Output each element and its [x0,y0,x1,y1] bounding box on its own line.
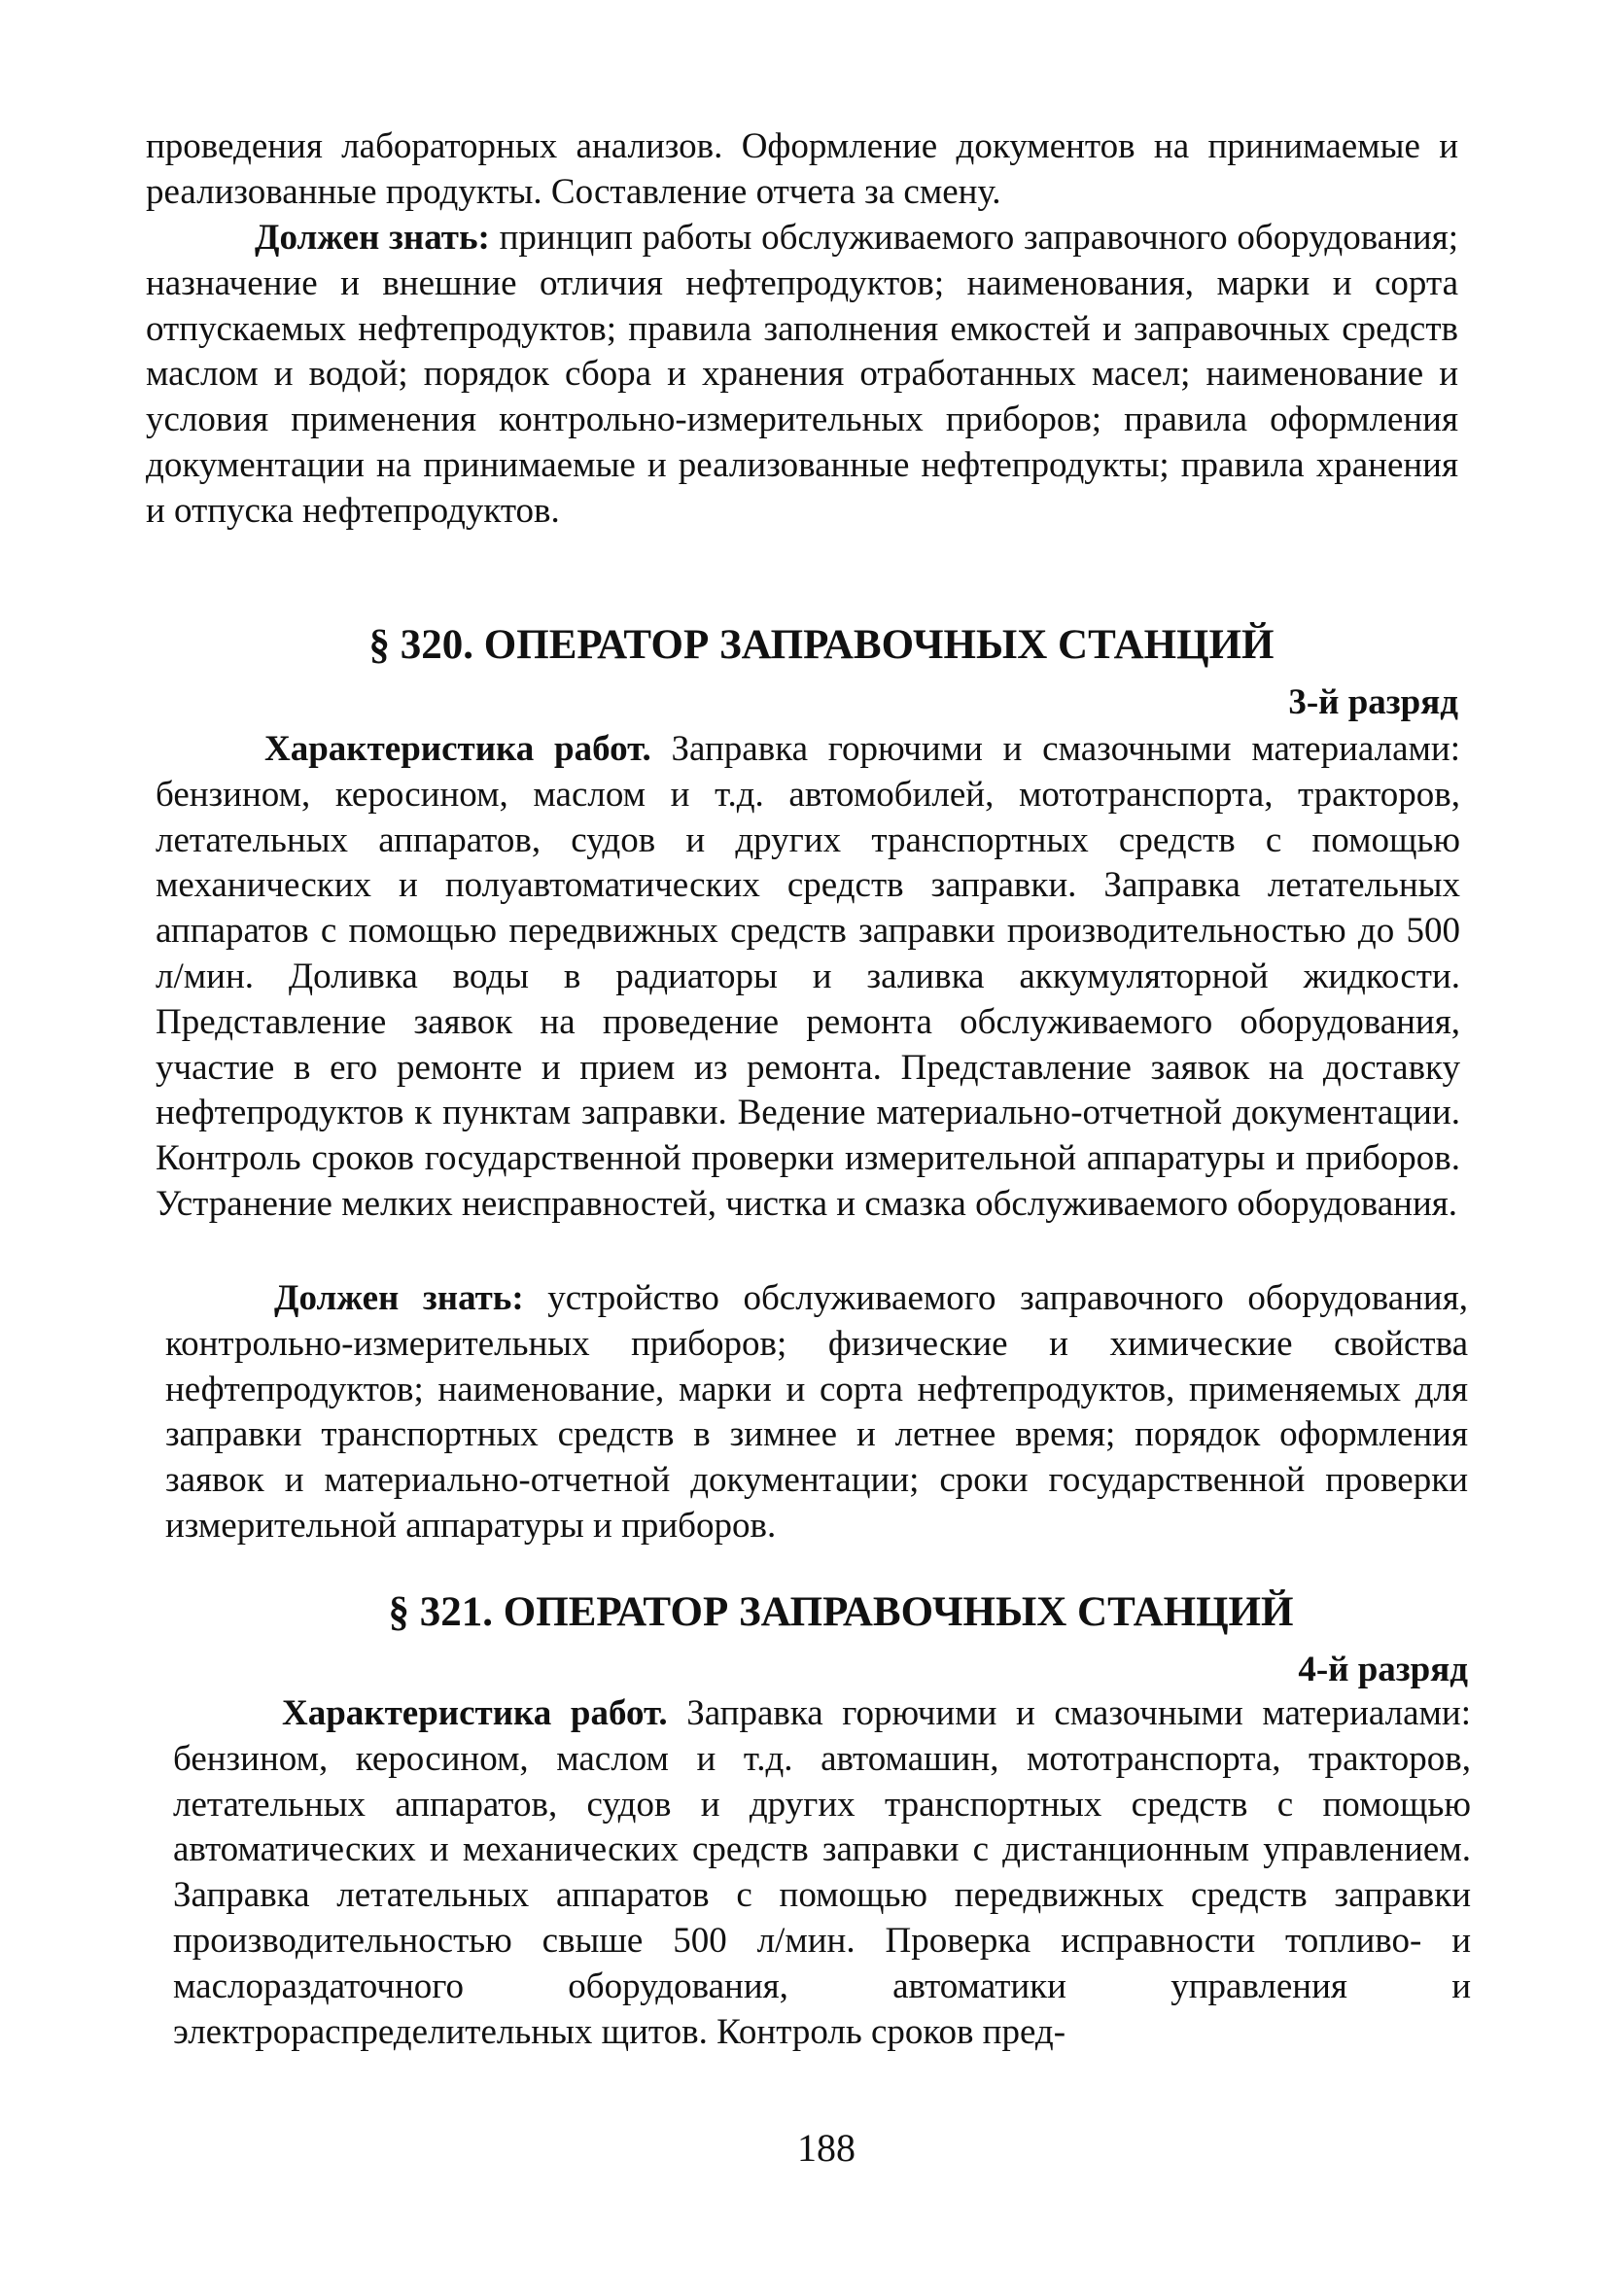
knowledge-lead: Должен знать: [255,218,490,258]
work-text: Заправка горючими и смазочными материалами: бензином, керосином, маслом и т.д. автомашин, мототранспорта, тракторов, летательных аппаратов, судов и других транспортных средств с помощью автоматических и механических средств заправки с дистанционным управлением. Заправка летательных аппаратов с помощью передвижных средств заправки производительностью свыше 500 л/мин. Проверка исправности топливо- и маслораздаточного оборудования, автоматики управления и электрораспределительных щитов. Контроль сроков пред- [173,1693,1471,2052]
section-heading-320: § 320. ОПЕРАТОР ЗАПРАВОЧНЫХ СТАНЦИЙ [368,622,1275,668]
knowledge-text: устройство обслуживаемого заправочного оборудования, контрольно-измерительных приборов; физические и химические свойства нефтепродуктов; наименование, марки и сорта нефтепродуктов, применяемых для заправки транспортных средств в зимнее и летнее время; порядок оформления заявок и материально-отчетной документации; сроки государственной проверки измерительной аппаратуры и приборов. [165,1278,1468,1546]
knowledge-paragraph-320 [165,1276,1468,1549]
knowledge-lead: Должен знать: [274,1278,524,1318]
work-lead: Характеристика работ. [264,729,651,769]
continuation-text: проведения лабораторных анализов. Оформление документов на принимаемые и реализованные продукты. Составление отчета за смену. [146,126,1458,212]
work-lead: Характеристика работ. [282,1693,668,1733]
grade-label-321: 4-й разряд [1298,1650,1468,1689]
page-number: 188 [797,2126,856,2170]
work-characteristics-paragraph-320 [156,727,1460,1228]
knowledge-text: принцип работы обслуживаемого заправочного оборудования; назначение и внешние отличия нефтепродуктов; наименования, марки и сорта отпускаемых нефтепродуктов; правила заполнения емкостей и заправочных средств маслом и водой; порядок сбора и хранения отработанных масел; наименование и условия применения контрольно-измерительных приборов; правила оформления документации на принимаемые и реализованные нефтепродукты; правила хранения и отпуска нефтепродуктов. [146,218,1459,531]
work-text: Заправка горючими и смазочными материалами: бензином, керосином, маслом и т.д. автомобилей, мототранспорта, тракторов, летательных аппаратов, судов и других транспортных средств с помощью механических и полуавтоматических средств заправки. Заправка летательных аппаратов с помощью передвижных средств заправки производительностью до 500 л/мин. Доливка воды в радиаторы и заливка аккумуляторной жидкости. Представление заявок на проведение ремонта обслуживаемого оборудования, участие в его ремонте и прием из ремонта. Представление заявок на доставку нефтепродуктов к пунктам заправки. Ведение материально-отчетной документации. Контроль сроков государственной проверки измерительной аппаратуры и приборов. Устранение мелких неисправностей, чистка и смазка обслуживаемого оборудования. [156,729,1460,1224]
continuation-paragraph [146,124,1458,216]
work-characteristics-paragraph-321 [173,1691,1471,2055]
previous-knowledge-paragraph [146,216,1458,535]
grade-label-320: 3-й разряд [1288,682,1458,722]
section-heading-321: § 321. ОПЕРАТОР ЗАПРАВОЧНЫХ СТАНЦИЙ [388,1589,1294,1635]
